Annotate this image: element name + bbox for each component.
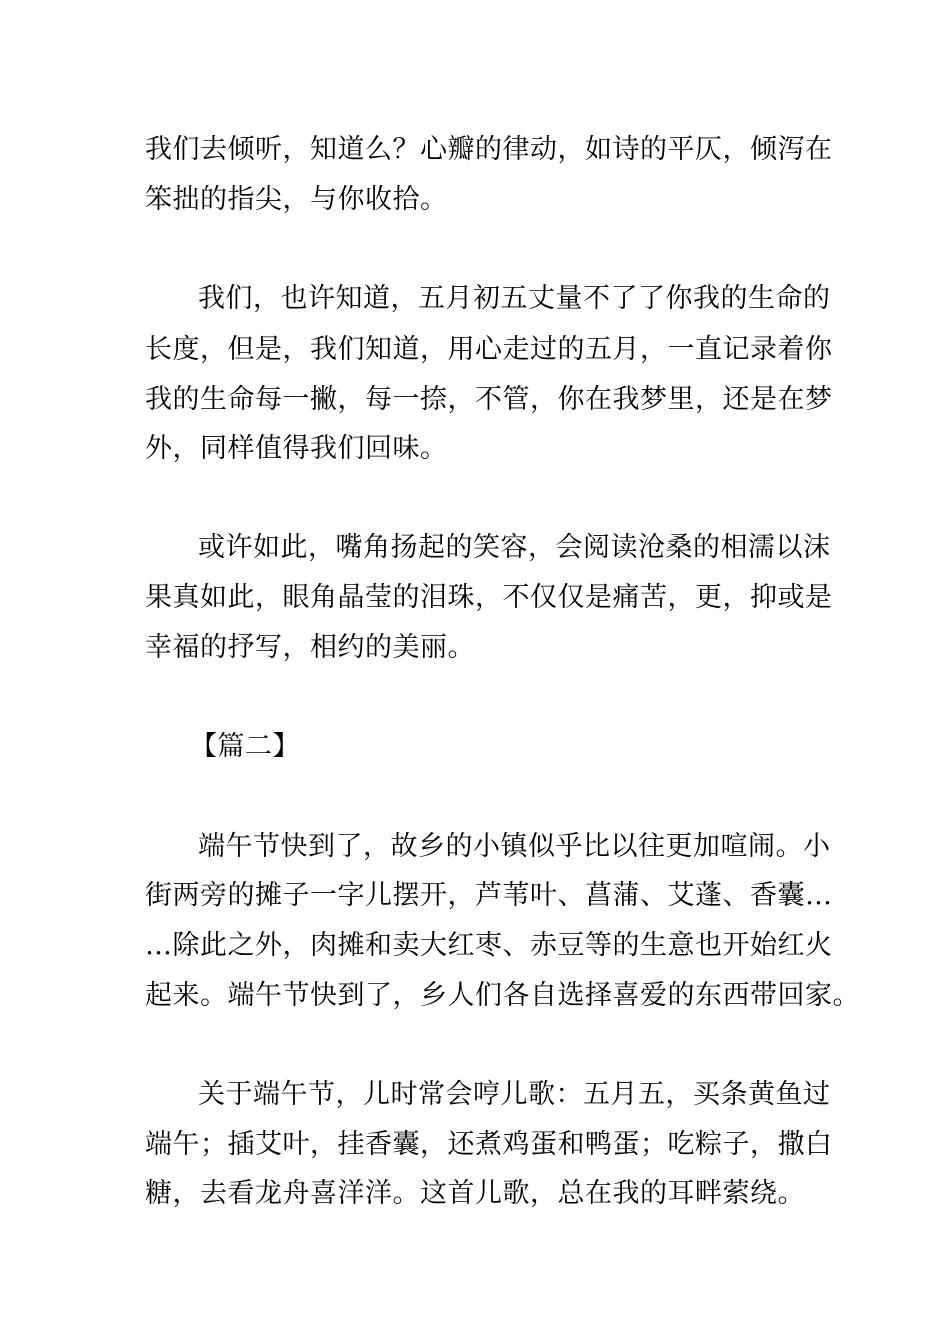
section-heading: 【篇二】	[190, 731, 300, 762]
paragraph-line: 笨拙的指尖，与你收拾。	[145, 184, 448, 215]
paragraph-line: 外，同样值得我们回味。	[145, 433, 448, 464]
paragraph-line: 糖，去看龙舟喜洋洋。这首儿歌，总在我的耳畔萦绕。	[145, 1178, 805, 1209]
paragraph-line: 我们去倾听，知道么？心瓣的律动，如诗的平仄，倾泻在	[145, 134, 833, 165]
paragraph-line: 幸福的抒写，相约的美丽。	[145, 632, 475, 663]
paragraph-line: 或许如此，嘴角扬起的笑容，会阅读沧桑的相濡以沫	[198, 532, 831, 563]
paragraph-line: 长度，但是，我们知道，用心走过的五月，一直记录着你	[145, 334, 833, 365]
paragraph-line: 街两旁的摊子一字儿摆开，芦苇叶、菖蒲、艾蓬、香囊…	[145, 880, 833, 911]
paragraph-line: 端午；插艾叶，挂香囊，还煮鸡蛋和鸭蛋；吃粽子，撒白	[145, 1129, 833, 1160]
paragraph-line: 我的生命每一撇，每一捺，不管，你在我梦里，还是在梦	[145, 384, 833, 415]
paragraph-line: 我们，也许知道，五月初五丈量不了了你我的生命的	[198, 283, 831, 314]
paragraph-line: …除此之外，肉摊和卖大红枣、赤豆等的生意也开始红火	[145, 930, 833, 961]
paragraph-line: 起来。端午节快到了，乡人们各自选择喜爱的东西带回家。	[145, 980, 860, 1011]
paragraph-line: 端午节快到了，故乡的小镇似乎比以往更加喧闹。小	[198, 831, 831, 862]
paragraph-line: 关于端午节，儿时常会哼儿歌：五月五，买条黄鱼过	[198, 1079, 831, 1110]
paragraph-line: 果真如此，眼角晶莹的泪珠，不仅仅是痛苦，更，抑或是	[145, 582, 833, 613]
